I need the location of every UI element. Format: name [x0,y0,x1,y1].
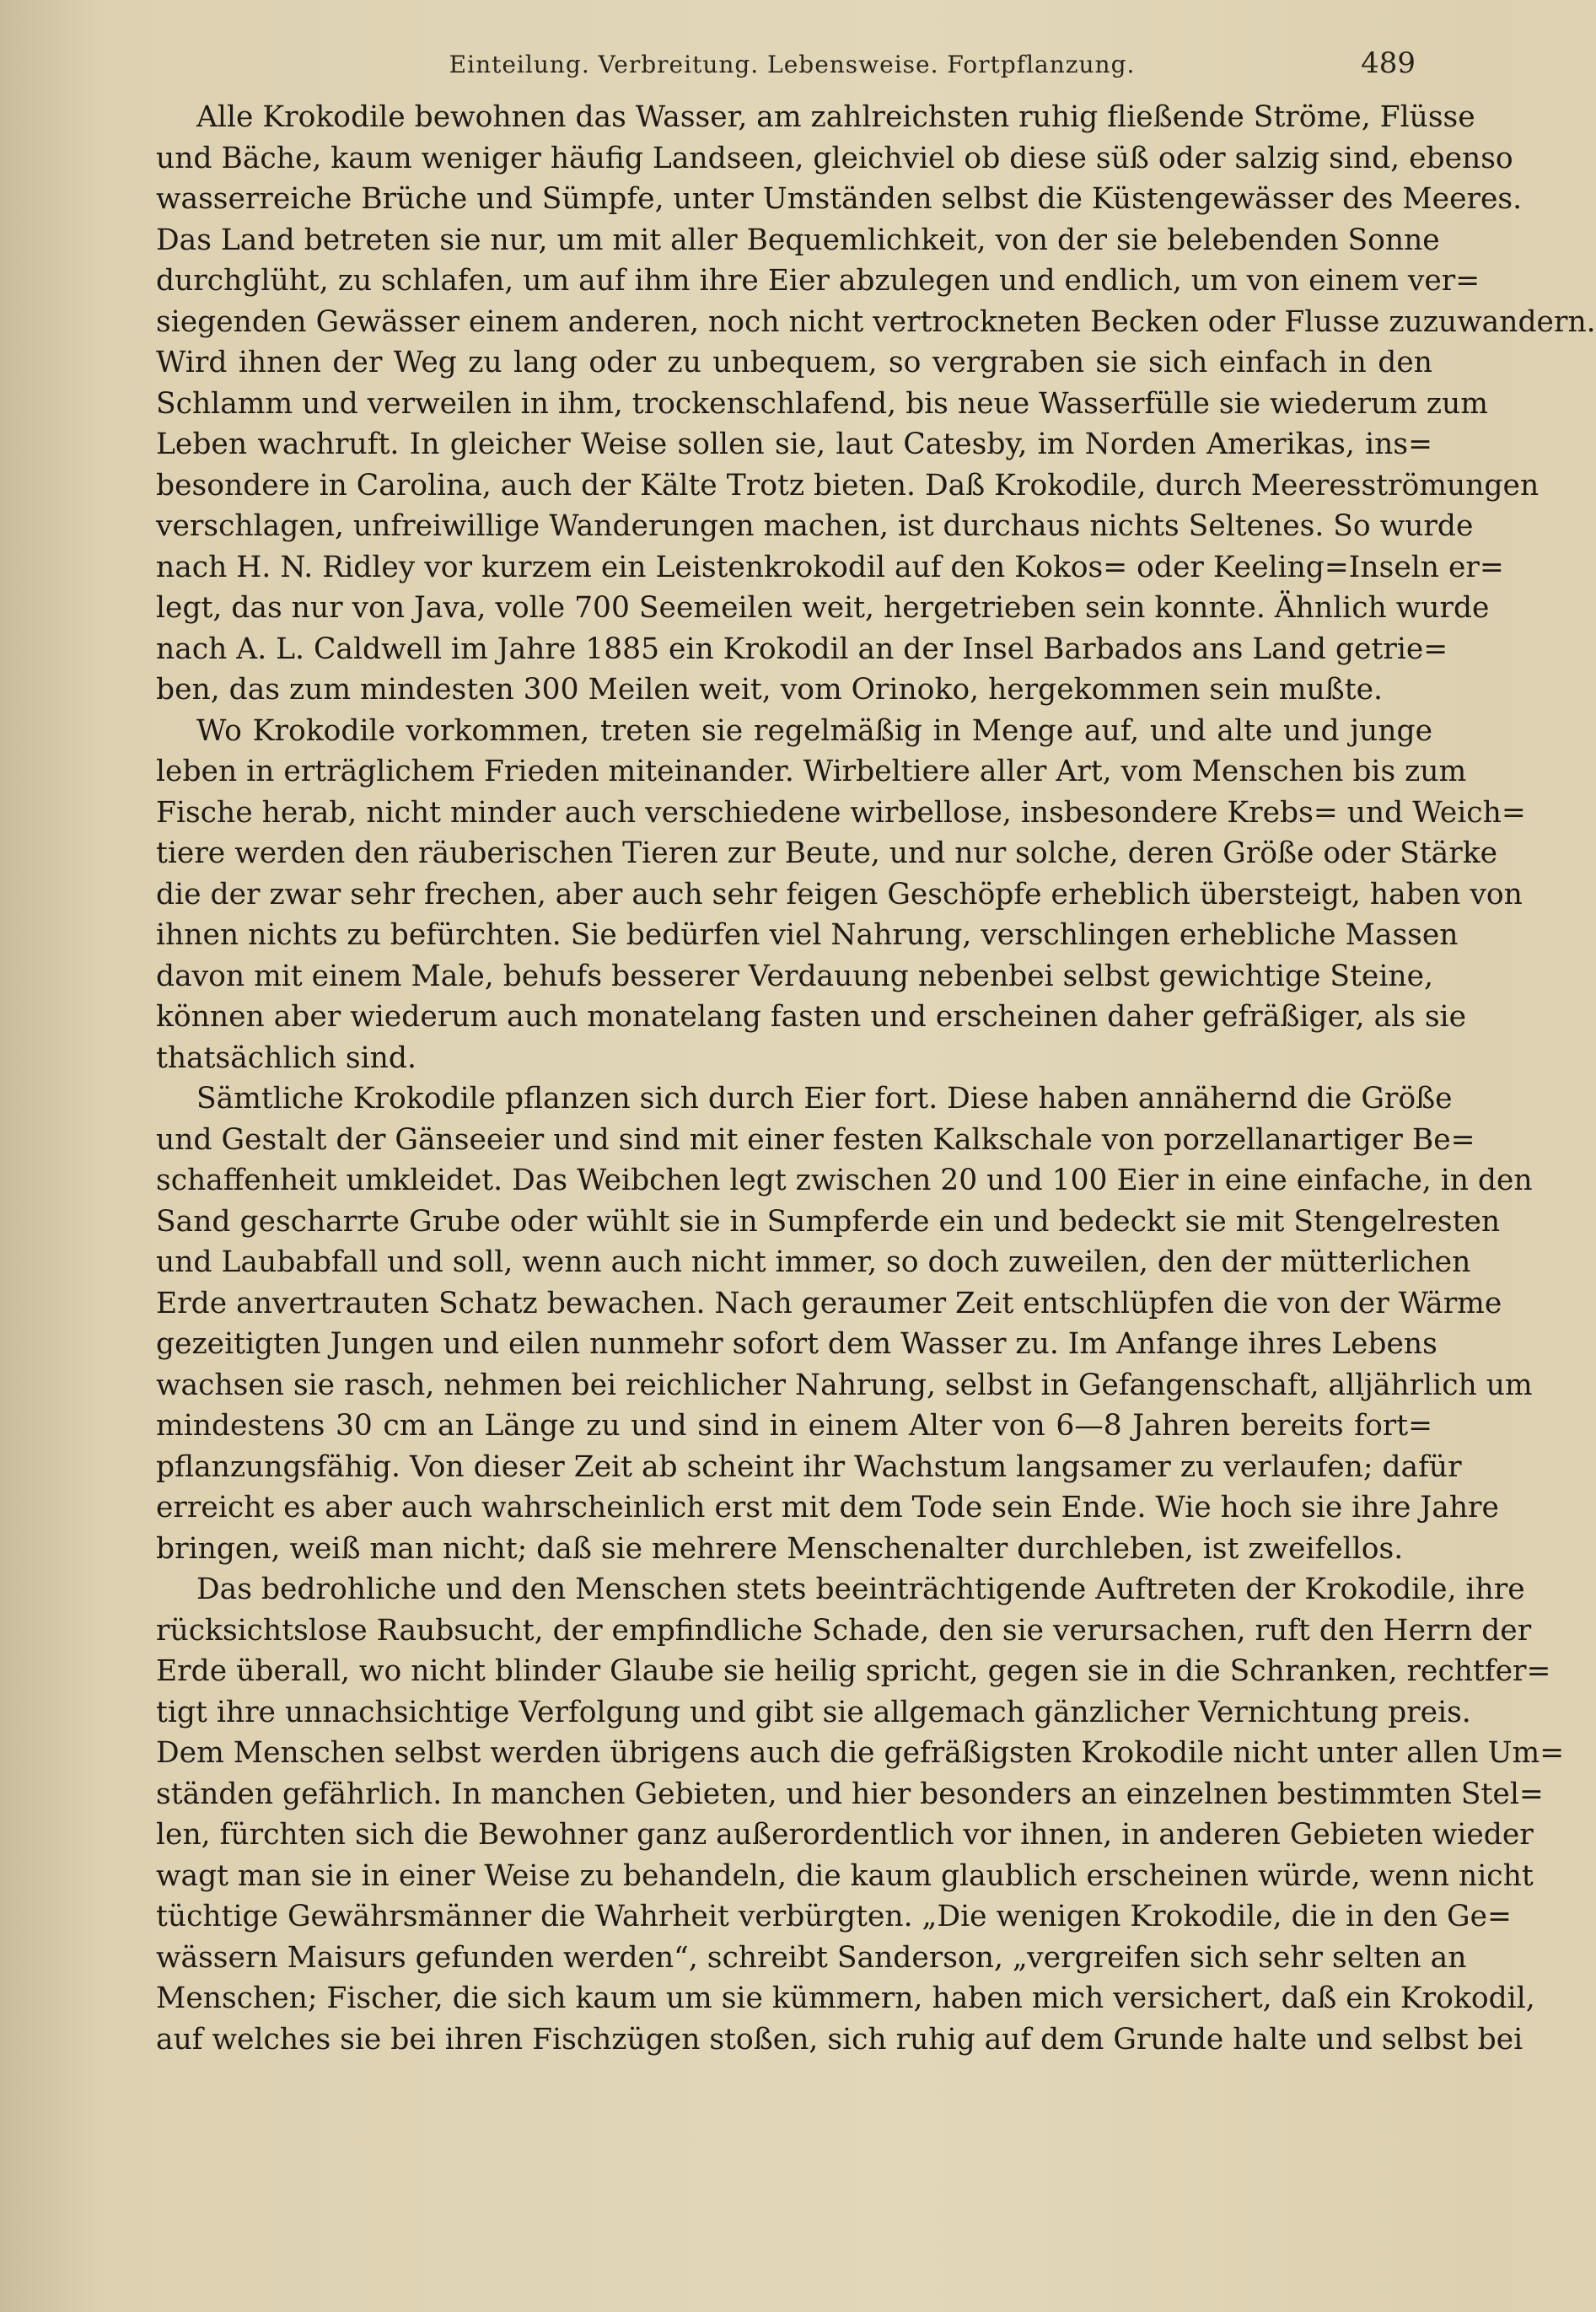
text-line: Leben wachruft. In gleicher Weise sollen sie, laut Catesby, im Norden Amerikas, ins= [156,427,1432,461]
text-line: erreicht es aber auch wahrscheinlich erst mit dem Tode sein Ende. Wie hoch sie ihre Jahre [156,1491,1499,1524]
text-line: legt, das nur von Java, volle 700 Seemeilen weit, hergetrieben sein konnte. Ähnlich wurde [156,591,1490,625]
text-line: siegenden Gewässer einem anderen, noch nicht vertrockneten Becken oder Flusse zuzuwandern. [156,304,1596,339]
text-line: Das bedrohliche und den Menschen stets beeinträchtigende Auftreten der Krokodile, ihre [196,1573,1525,1606]
text-line: durchglüht, zu schlafen, um auf ihm ihre Eier abzulegen und endlich, um von einem ver= [156,264,1480,298]
text-line: Schlamm und verweilen in ihm, trockenschlafend, bis neue Wasserfülle sie wiederum zum [156,386,1488,421]
text-line: Wird ihnen der Weg zu lang oder zu unbequem, so vergraben sie sich einfach in den [156,346,1432,379]
text-line: Menschen; Fischer, die sich kaum um sie kümmern, haben mich versichert, daß ein Krokodil, [156,1981,1535,2015]
text-line: bringen, weiß man nicht; daß sie mehrere Menschenalter durchleben, ist zweifellos. [156,1531,1404,1566]
text-line: und Laubabfall und soll, wenn auch nicht immer, so doch zuweilen, den der mütterlichen [156,1245,1471,1279]
text-line: Das Land betreten sie nur, um mit aller Bequemlichkeit, von der sie belebenden Sonne [156,223,1440,257]
text-line: Wo Krokodile vorkommen, treten sie regelmäßig in Menge auf, und alte und junge [196,713,1432,748]
text-line: thatsächlich sind. [156,1040,416,1075]
text-line: schaffenheit umkleidet. Das Weibchen legt zwischen 20 und 100 Eier in eine einfache, in den [156,1164,1533,1197]
text-line: wachsen sie rasch, nehmen bei reichlicher Nahrung, selbst in Gefangenschaft, alljährlich um [156,1368,1533,1402]
text-line: Alle Krokodile bewohnen das Wasser, am zahlreichsten ruhig fließende Ströme, Flüsse [196,100,1475,134]
text-line: Fische herab, nicht minder auch verschiedene wirbellose, insbesondere Krebs= und Weich= [156,795,1526,830]
text-line: rücksichtslose Raubsucht, der empfindliche Schade, den sie verursachen, ruft den Herrn der [156,1613,1532,1648]
text-line: leben in erträglichem Frieden miteinander. Wirbeltiere aller Art, vom Menschen bis zum [156,755,1467,788]
text-line: wasserreiche Brüche und Sümpfe, unter Umständen selbst die Küstengewässer des Meeres. [156,182,1523,216]
text-line: und Bäche, kaum weniger häufig Landseen, gleichviel ob diese süß oder salzig sind, ebenso [156,141,1513,175]
text-line: Erde überall, wo nicht blinder Glaube sie heilig spricht, gegen sie in die Schranken, rechtfer= [156,1654,1551,1688]
running-head: Einteilung. Verbreitung. Lebensweise. Fortpflanzung. [449,51,1136,78]
text-line: pflanzungsfähig. Von dieser Zeit ab scheint ihr Wachstum langsamer zu verlaufen; dafür [156,1449,1462,1484]
page-header [156,46,1432,97]
text-line: ben, das zum mindesten 300 Meilen weit, vom Orinoko, hergekommen sein mußte. [156,673,1383,707]
text-line: Dem Menschen selbst werden übrigens auch die gefräßigsten Krokodile nicht unter allen Um= [156,1736,1565,1770]
page-number: 489 [1361,46,1416,80]
text-line: ständen gefährlich. In manchen Gebieten, und hier besonders an einzelnen bestimmten Stel= [156,1777,1544,1811]
text-line: Erde anvertrauten Schatz bewachen. Nach geraumer Zeit entschlüpfen die von der Wärme [156,1286,1502,1320]
text-line: wässern Maisurs gefunden werden“, schreibt Sanderson, „vergreifen sich sehr selten an [156,1940,1467,1975]
text-line: nach H. N. Ridley vor kurzem ein Leistenkrokodil auf den Kokos= oder Keeling=Inseln er= [156,550,1504,584]
text-line: besondere in Carolina, auch der Kälte Trotz bieten. Daß Krokodile, durch Meeresströmungen [156,468,1540,503]
text-line: davon mit einem Male, behufs besserer Verdauung nebenbei selbst gewichtige Steine, [156,959,1433,993]
text-line: gezeitigten Jungen und eilen nunmehr sofort dem Wasser zu. Im Anfange ihres Lebens [156,1327,1437,1361]
text-line: und Gestalt der Gänseeier und sind mit einer festen Kalkschale von porzellanartiger Be= [156,1122,1475,1157]
text-line: Sand gescharrte Grube oder wühlt sie in Sumpferde ein und bedeckt sie mit Stengelresten [156,1204,1501,1239]
text-line: Sämtliche Krokodile pflanzen sich durch Eier fort. Diese haben annähernd die Größe [196,1082,1453,1116]
text-line: mindestens 30 cm an Länge zu und sind in einem Alter von 6—8 Jahren bereits fort= [156,1409,1432,1443]
text-line: die der zwar sehr frechen, aber auch sehr feigen Geschöpfe erheblich übersteigt, haben von [156,877,1523,911]
text-line: auf welches sie bei ihren Fischzügen stoßen, sich ruhig auf dem Grunde halte und selbst bei [156,2022,1523,2057]
text-line: len, fürchten sich die Bewohner ganz außerordentlich vor ihnen, in anderen Gebieten wieder [156,1818,1534,1852]
text-line: können aber wiederum auch monatelang fasten und erscheinen daher gefräßiger, als sie [156,1000,1466,1034]
text-line: wagt man sie in einer Weise zu behandeln, die kaum glaublich erscheinen würde, wenn nicht [156,1858,1534,1893]
text-line: ihnen nichts zu befürchten. Sie bedürfen viel Nahrung, verschlingen erhebliche Massen [156,918,1459,952]
text-line: tüchtige Gewährsmänner die Wahrheit verbürgten. „Die wenigen Krokodile, die in den Ge= [156,1900,1512,1933]
body-text [156,97,1596,2060]
text-line: nach A. L. Caldwell im Jahre 1885 ein Krokodil an der Insel Barbados ans Land getrie= [156,632,1448,666]
text-line: tiere werden den räuberischen Tieren zur Beute, und nur solche, deren Größe oder Stärke [156,836,1498,870]
text-line: verschlagen, unfreiwillige Wanderungen machen, ist durchaus nichts Seltenes. So wurde [156,509,1474,543]
text-line: tigt ihre unnachsichtige Verfolgung und gibt sie allgemach gänzlicher Vernichtung preis. [156,1695,1471,1729]
